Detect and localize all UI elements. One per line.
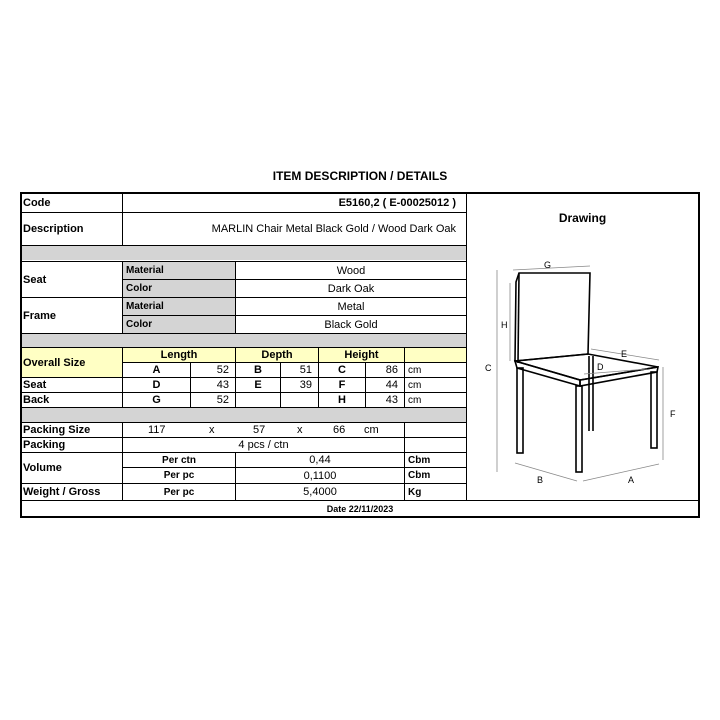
length-header: Length	[160, 349, 198, 361]
seat-depth-key: E	[254, 379, 262, 391]
code-label: Code	[23, 196, 51, 209]
frame-color: Black Gold	[324, 318, 378, 331]
seat-size-label: Seat	[23, 379, 47, 391]
seat-material: Wood	[336, 264, 366, 277]
packing-size-label: Packing Size	[23, 424, 91, 436]
overall-height-value: 86	[385, 364, 398, 376]
seat-height-value: 44	[385, 379, 398, 391]
volume-per-ctn: 0,44	[309, 454, 331, 466]
spacer-row	[20, 246, 467, 260]
volume-per-pc-label: Per pc	[163, 470, 195, 481]
drawing-letter-c: C	[485, 363, 492, 373]
packing-label: Packing	[23, 439, 66, 451]
drawing-letter-b: B	[537, 475, 544, 485]
seat-height-key: F	[338, 379, 346, 391]
overall-size-label: Overall Size	[23, 356, 86, 369]
packing-unit: cm	[364, 424, 379, 436]
overall-length-value: 52	[216, 364, 229, 376]
frame-label: Frame	[23, 309, 57, 322]
seat-color-label: Color	[126, 283, 153, 294]
packing-height: 66	[333, 424, 346, 436]
depth-header: Depth	[261, 349, 293, 361]
overall-height-key: C	[338, 364, 346, 376]
drawing-letter-h: H	[501, 320, 508, 330]
volume-per-pc: 0,1100	[303, 469, 337, 482]
frame-material: Metal	[337, 300, 365, 313]
packing-width: 57	[253, 424, 266, 436]
drawing-letter-a: A	[628, 475, 635, 485]
seat-length-key: D	[152, 379, 161, 391]
dimension-lines	[497, 266, 663, 481]
packing-value: 4 pcs / ctn	[238, 439, 289, 451]
weight-label: Weight / Gross	[23, 486, 101, 498]
weight-value: 5,4000	[303, 486, 337, 498]
height-header: Height	[344, 349, 379, 361]
volume-unit-ctn: Cbm	[408, 454, 431, 466]
drawing-label: Drawing	[558, 211, 607, 225]
seat-color: Dark Oak	[327, 282, 375, 295]
seat-depth-value: 39	[299, 379, 312, 391]
weight-unit: Kg	[408, 486, 422, 498]
chair-drawing	[467, 246, 698, 496]
description-label: Description	[23, 223, 84, 235]
drawing-letter-d: D	[597, 362, 604, 372]
weight-per-pc-label: Per pc	[163, 486, 195, 498]
seat-material-label: Material	[126, 265, 164, 276]
volume-unit-pc: Cbm	[408, 470, 431, 481]
packing-x1: x	[209, 424, 215, 436]
volume-per-ctn-label: Per ctn	[162, 454, 196, 466]
overall-length-key: A	[152, 364, 161, 376]
date: Date 22/11/2023	[326, 503, 394, 514]
spacer-row	[20, 333, 467, 347]
frame-color-label: Color	[126, 319, 153, 330]
drawing-letter-f: F	[670, 409, 676, 419]
seat-unit: cm	[408, 379, 422, 391]
packing-x2: x	[297, 424, 303, 436]
back-length-value: 52	[216, 394, 229, 406]
code-value: E5160,2 ( E-00025012 )	[338, 196, 456, 209]
drawing-letter-g: G	[544, 260, 552, 270]
overall-depth-key: B	[254, 364, 262, 376]
volume-label: Volume	[23, 462, 62, 474]
back-length-key: G	[152, 394, 161, 406]
drawing-letter-e: E	[621, 349, 628, 359]
description-value: MARLIN Chair Metal Black Gold / Wood Dark Oak	[211, 223, 456, 235]
back-size-label: Back	[23, 394, 50, 406]
chair-outline	[515, 273, 658, 472]
overall-depth-value: 51	[299, 364, 312, 376]
back-height-key: H	[338, 394, 346, 406]
packing-length: 117	[148, 424, 166, 436]
back-unit: cm	[408, 394, 422, 406]
page-title: ITEM DESCRIPTION / DETAILS	[272, 169, 448, 183]
seat-length-value: 43	[216, 379, 229, 391]
seat-label: Seat	[23, 273, 47, 286]
back-height-value: 43	[385, 394, 398, 406]
frame-material-label: Material	[126, 301, 164, 312]
overall-unit: cm	[408, 364, 422, 376]
spacer-row	[20, 408, 467, 422]
